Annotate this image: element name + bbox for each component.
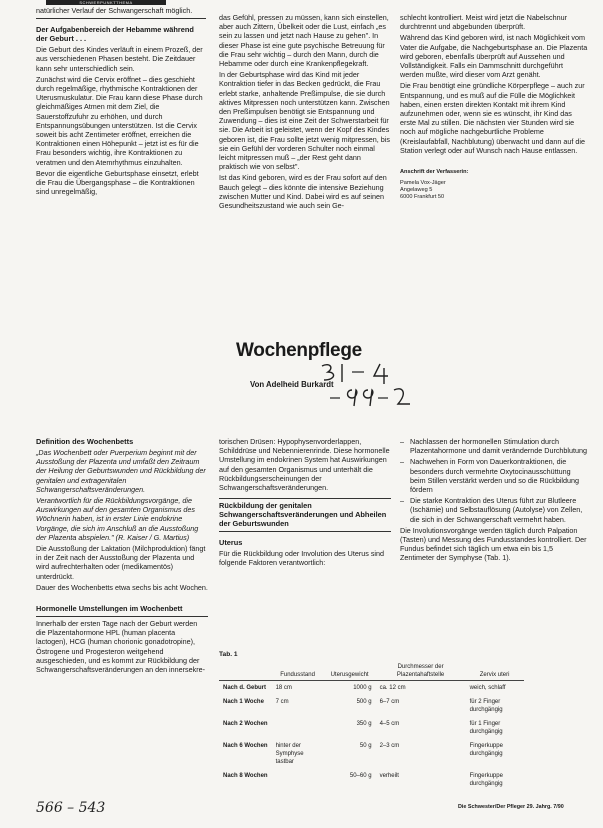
table-cell: Nach 6 Wochen (223, 743, 268, 749)
paragraph: schlecht kontrolliert. Meist wird jetzt die Nabelschnur durchtrennt und abgebunden überprüft. (400, 13, 567, 32)
section-heading-birth: Der Aufgabenbereich der Hebamme während der Geburt . . . (36, 25, 194, 44)
paragraph: Innerhalb der ersten Tage nach der Geburt werden die Plazentahormone HPL (human placenta lactogen), HCG (human chorionic gonadotropine), Östrogene und Progesteron weitgehend ausgeschieden, und es kommt zur Rückbildung der Schwangerschaftsveränderungen an den innersekre- (36, 619, 206, 675)
handwritten-page-number: 566 – 543 (36, 800, 106, 816)
uterus-heading: Uterus (219, 538, 243, 548)
table-header (219, 662, 272, 681)
handwritten-annotation (318, 360, 428, 412)
column-1-bottom (36, 437, 208, 676)
paragraph: Die Ausstoßung der Laktation (Milchproduktion) fängt in der Zeit nach der Ausstoßung der Plazenta und wird aufrechterhalten oder (medikamentös) unterdrückt. (36, 544, 206, 581)
table-cell: Nach 8 Wochen (223, 773, 268, 779)
column-2-bottom (219, 437, 391, 570)
table-cell: hinter der Symphyse tastbar (275, 743, 304, 765)
table-cell (272, 717, 324, 739)
table-row (219, 695, 524, 717)
table-cell: 4–5 cm (379, 721, 400, 727)
table-cell: 350 g (356, 721, 372, 727)
table-header: Durchmesser der Plazentahaftstelle (376, 662, 466, 681)
page-number-handwritten (36, 800, 105, 816)
journal-footer: Die Schwester/Der Pfleger 29. Jahrg. 7/90 (458, 804, 564, 810)
address-label: Anschrift der Verfasserin: (400, 169, 469, 176)
table-cell: Fingerkuppe durchgängig (469, 773, 503, 787)
table-cell: für 2 Finger durchgängig (469, 699, 503, 713)
table-cell: 500 g (356, 699, 372, 705)
section-divider (219, 531, 391, 532)
table-row (219, 717, 524, 739)
table-cell: 50–60 g (349, 773, 372, 779)
paragraph: Bevor die eigentliche Geburtsphase einsetzt, erlebt die Frau die Übergangsphase – die Kontraktionen sind unregelmäßig, (36, 168, 199, 197)
column-3-top (400, 13, 588, 201)
table-header: Uterusgewicht (324, 662, 376, 681)
paragraph: Die Involutionsvorgänge werden täglich durch Palpation (Tasten) und Messung des Fundusstandes kontrolliert. Der Fundus befindet sich täglich um etwa ein bis 1,5 Zentimeter der Symphyse (Tab. 1). (400, 525, 587, 563)
list-item: – Nachlassen der hormonellen Stimulation durch Plazentahormone und damit verändernde Durchblutung (400, 437, 588, 455)
table-caption: Tab. 1 (219, 651, 238, 658)
address-line: Angelaweg 5 (400, 187, 433, 194)
table-cell: Nach 2 Wochen (223, 721, 268, 727)
table-cell: 7 cm (275, 699, 289, 705)
paragraph: Die Frau benötigt eine gründliche Körperpflege – auch zur Entspannung, und es muß auf die Fülle die Möglichkeit haben, einen ersten direkten Kontakt mit ihrem Kind aufzunehmen oder, wenn sie es wünscht, ihr Kind das erste Mal zu stillen. Die nächsten vier Stunden wird sie noch auf mögliche nachgeburtliche Probleme (Kreislaufabfall, Nachblutung) überwacht und dann auf die Station verlegt oder auf Wunsch nach Hause entlassen. (400, 81, 585, 155)
table-cell: Nach d. Geburt (223, 685, 267, 691)
column-2-top (219, 13, 391, 212)
intro-text: natürlicher Verlauf der Schwangerschaft möglich. (36, 6, 193, 15)
factor-list (400, 437, 588, 524)
paragraph: Die Geburt des Kindes verläuft in einem Prozeß, der aus verschiedenen Phasen besteht. Die Zeitdauer kann sehr unterschiedlich sein. (36, 45, 203, 73)
paragraph: In der Geburtsphase wird das Kind mit jeder Kontraktion tiefer in das Becken gedrückt, die Frau erlebt starke, anhaltende Preßimpulse, die sie durch aktives Mitpressen noch unterstützen kann. Zwischen den Preßimpulsen benötigt sie Entspannung und Zuwendung – dies ist eine Zeit der Schwerstarbeit für sie. Die Arbeit ist geleistet, wenn der Kopf des Kindes geboren ist, die Frau sollte jetzt wenig mitpressen, bis sie ein Gefühl der vorderen Schulter noch einmal leicht mitpressen muß – „der Rest geht dann praktisch wie von selbst". (219, 70, 390, 172)
involution-table (219, 662, 524, 791)
paragraph: das Gefühl, pressen zu müssen, kann sich einstellen, aber auch Zittern, Übelkeit oder die Lust, einfach „es sein zu lassen und jetzt nach Hause zu gehen". In dieser Phase ist eine gute psychische Betreuung für die Frau sehr wichtig – durch den Mann, durch die Hebamme oder durch eine Krankenpflegekraft. (219, 13, 389, 69)
paragraph: Während das Kind geboren wird, ist nach Möglichkeit vom Vater die Aufgabe, die Nachgeburtsphase an. Die Plazenta wird geboren, ebenfalls überprüft auf Aussehen und Vollständigkeit. Falls ein Dammschnitt durchgeführt werden mußte, wird dieser vom Arzt genäht. (400, 33, 588, 80)
paragraph: Für die Rückbildung oder Involution des Uterus sind folgende Faktoren verantwortlich: (219, 549, 385, 568)
paragraph: torischen Drüsen: Hypophysenvorderlappen, Schilddrüse und Nebennierenrinde. Diese hormonelle Umstellung im endokrinen System hat Auswirkungen auf den gesamten Organismus und unterhält die Rückbildungserscheinungen der Schwangerschaftsveränderungen. (219, 437, 390, 493)
column-3-bottom (400, 437, 588, 565)
list-item: – Nachwehen in Form von Dauerkontraktionen, die besonders durch vermehrte Oxytocinausschüttung beim Stillen verstärkt werden und so die Rückbildung fördern (400, 457, 588, 494)
article-author: Von Adelheid Burkardt (250, 380, 334, 389)
regression-heading: Rückbildung der genitalen Schwangerschaftsveränderungen und Abheilen der Geburtswunden (219, 501, 387, 529)
table-row (219, 769, 524, 791)
table-cell: 18 cm (275, 685, 292, 691)
table-cell: für 1 Finger durchgängig (469, 721, 503, 735)
table-header: Zervix uteri (466, 662, 524, 681)
table-row (219, 681, 524, 696)
table-cell: weich, schlaff (469, 685, 506, 691)
paragraph: Ist das Kind geboren, wird es der Frau sofort auf den Bauch gelegt – dies könnte die intensive Beziehung zwischen Mutter und Kind. Dabei wird es auf seinen Gesundheitszustand wie auch sein Ge- (219, 173, 387, 211)
running-header-text: SCHWERPUNKTTHEMA (79, 0, 133, 5)
definition-quote: Verantwortlich für die Rückbildungsvorgänge, die Auswirkungen auf den gesamten Organismus des Wöchnerin haben, ist in erster Linie endokrine Vorgänge, die sich im Anschluß an die Ausstoßung der Plazenta abspielen." (R. Kaiser / G. Martius) (36, 496, 199, 542)
section-divider (36, 18, 206, 19)
table-header-row (219, 662, 524, 681)
table-cell: 1000 g (353, 685, 372, 691)
definition-heading: Definition des Wochenbetts (36, 437, 134, 446)
table-cell: ca. 12 cm (379, 685, 406, 691)
address-line: 6000 Frankfurt 50 (400, 194, 445, 201)
table-cell: 6–7 cm (379, 699, 400, 705)
section-divider (36, 616, 208, 617)
table-header: Fundusstand (272, 662, 324, 681)
definition-quote: „Das Wochenbett oder Puerperium beginnt mit der Ausstoßung der Plazenta und umfaßt den Zeitraum der Heilung der Geburtswunden und Rückbildung der genitalen und extragenitalen Schwangerschaftsveränderungen. (36, 448, 206, 494)
table-cell: 2–3 cm (379, 743, 400, 749)
column-1-top (36, 6, 206, 198)
table-cell: verheilt (379, 773, 399, 779)
table-cell (272, 769, 324, 791)
table-cell: 50 g (359, 743, 372, 749)
hormone-heading: Hormonelle Umstellungen im Wochenbett (36, 604, 183, 614)
running-header (46, 0, 166, 5)
table-cell: Nach 1 Woche (223, 699, 264, 705)
address-line: Pamela Vox-Jäger (400, 180, 446, 187)
author-address (400, 169, 588, 201)
paragraph: Dauer des Wochenbetts etwa sechs bis acht Wochen. (36, 582, 208, 592)
section-divider (219, 498, 391, 499)
table-row (219, 739, 524, 769)
table-cell: Fingerkuppe durchgängig (469, 743, 503, 757)
list-item: – Die starke Kontraktion des Uterus führt zur Blutleere (Ischämie) und Selbstauflösung (Autolyse) von Zellen, die sich in der Schwangerschaft vermehrt haben. (400, 496, 588, 524)
article-title: Wochenpflege (236, 340, 362, 361)
paragraph: Zunächst wird die Cervix eröffnet – dies geschieht durch regelmäßige, rhythmische Kontraktionen der Uterusmuskulatur. Die Frau kann diese Phase durch gleichmäßiges Atmen mit dem Ziel, die Sauerstoffzufuhr zu erhöhen, und durch Entspannungsübungen unterstützen. Ist die Cervix soweit bis acht Zentimeter eröffnet, erreichen die Kontraktionen einen Höhepunkt – jetzt ist es für die Frau besonders wichtig, ihre Kontraktionen zu veratmen und den Atemrhythmus einzuhalten. (36, 74, 203, 167)
